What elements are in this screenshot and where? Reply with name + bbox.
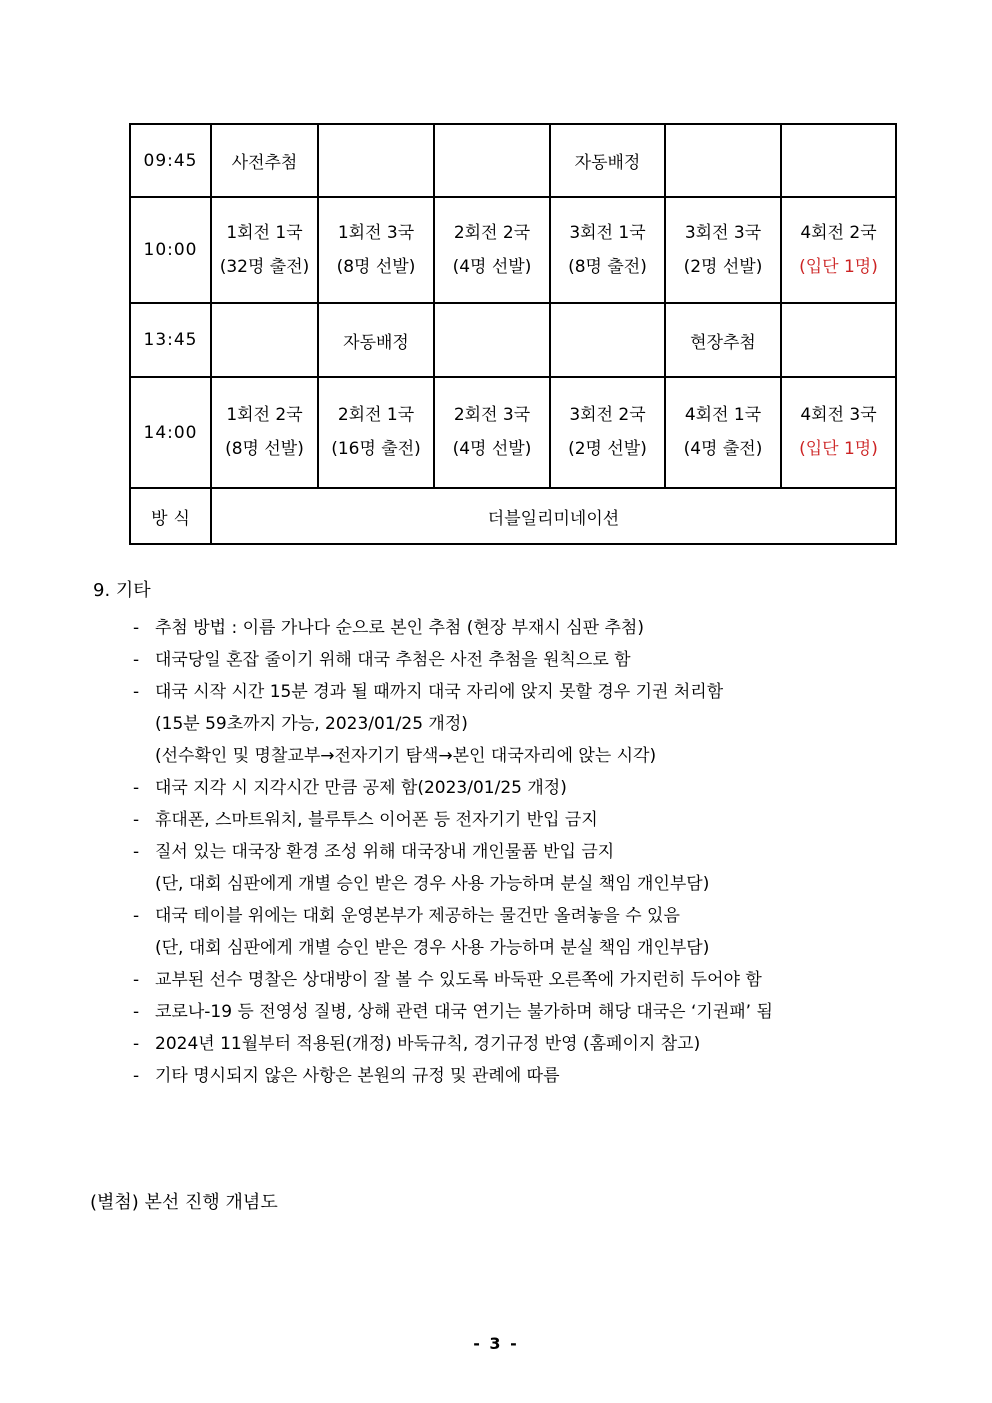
appendix-caption: (별첨) 본선 진행 개념도: [90, 1192, 278, 1213]
cell-text: 4회전 1국: [684, 405, 762, 426]
table-cell: [550, 303, 665, 377]
method-value-cell: [211, 488, 896, 544]
note-line: [133, 804, 943, 836]
note-line: [133, 612, 943, 644]
cell-text: 현장추첨: [690, 332, 756, 353]
note-text: 코로나-19 등 전영성 질병, 상해 관련 대국 연기는 불가하며 해당 대국은 ‘기권패’ 됨: [155, 1002, 773, 1022]
note-text: 대국 테이블 위에는 대회 운영본부가 제공하는 물건만 올려놓을 수 있음: [155, 906, 680, 926]
cell-subtext: (4명 출전): [683, 439, 763, 459]
table-cell: [665, 303, 781, 377]
table-cell: [781, 124, 896, 197]
note-text: 대국당일 혼잡 줄이기 위해 대국 추첨은 사전 추첨을 원칙으로 함: [155, 650, 631, 670]
table-row-1345: [130, 303, 896, 377]
note-line: [133, 836, 943, 868]
bullet-dash: -: [133, 906, 140, 926]
note-text: 대국 지각 시 지각시간 만큼 공제 함(2023/01/25 개정): [155, 778, 567, 798]
note-text: 교부된 선수 명찰은 상대방이 잘 볼 수 있도록 바둑판 오른쪽에 가지런히 두어야 함: [155, 970, 762, 990]
table-row-0945: [130, 124, 896, 197]
note-line-continuation: [133, 932, 943, 964]
cell-text: 3회전 3국: [684, 222, 762, 243]
table-cell: [781, 303, 896, 377]
table-cell: [434, 124, 550, 197]
table-cell: [665, 124, 781, 197]
table-cell: [434, 303, 550, 377]
note-text: (단, 대회 심판에게 개별 승인 받은 경우 사용 가능하며 분실 책임 개인부담): [155, 938, 710, 958]
cell-text: 자동배정: [343, 332, 409, 353]
cell-subtext-highlight: (입단 1명): [799, 439, 878, 459]
bullet-dash: -: [133, 1002, 140, 1022]
note-text: 추첨 방법 : 이름 가나다 순으로 본인 추첨 (현장 부재시 심판 추첨): [155, 618, 644, 638]
note-text: (15분 59초까지 가능, 2023/01/25 개정): [155, 714, 468, 734]
note-line: [133, 1028, 943, 1060]
cell-subtext-highlight: (입단 1명): [799, 256, 878, 277]
table-cell: [665, 377, 781, 488]
bullet-dash: -: [133, 1034, 140, 1054]
schedule-table: [129, 123, 897, 545]
cell-subtext: (2명 선발): [683, 256, 763, 277]
cell-subtext: (4명 선발): [452, 439, 532, 459]
cell-text: 2회전 3국: [453, 405, 531, 426]
note-list: [133, 612, 943, 1092]
time-cell: 10:00: [130, 197, 211, 303]
cell-text: 1회전 3국: [337, 222, 415, 243]
time-cell: 09:45: [130, 124, 211, 197]
cell-subtext: (8명 선발): [336, 256, 416, 277]
note-line: [133, 900, 943, 932]
table-cell: [665, 197, 781, 303]
note-text: 기타 명시되지 않은 사항은 본원의 규정 및 관례에 따름: [155, 1066, 560, 1086]
table-row-1000: [130, 197, 896, 303]
time-cell: 13:45: [130, 303, 211, 377]
cell-text: 2회전 1국: [337, 405, 415, 426]
method-label-cell: 방식: [130, 488, 211, 544]
table-cell: [211, 197, 318, 303]
bullet-dash: -: [133, 682, 140, 702]
table-cell: [550, 377, 665, 488]
note-line: [133, 1060, 943, 1092]
cell-text: 사전추첨: [231, 153, 298, 173]
bullet-dash: -: [133, 618, 140, 638]
bullet-dash: -: [133, 1066, 140, 1086]
table-cell: [550, 197, 665, 303]
bullet-dash: -: [133, 842, 140, 862]
bullet-dash: -: [133, 650, 140, 670]
cell-subtext: (4명 선발): [452, 256, 532, 277]
table-cell: [211, 377, 318, 488]
note-text: 휴대폰, 스마트워치, 블루투스 이어폰 등 전자기기 반입 금지: [155, 810, 598, 830]
time-cell: 14:00: [130, 377, 211, 488]
note-line: [133, 644, 943, 676]
note-line: [133, 676, 943, 708]
cell-text: 더블일리미네이션: [487, 508, 620, 529]
cell-subtext: (2명 선발): [568, 439, 647, 459]
table-cell: [434, 197, 550, 303]
cell-text: 자동배정: [574, 153, 641, 173]
cell-text: 4회전 3국: [800, 405, 877, 426]
table-cell: [318, 377, 434, 488]
cell-text: 1회전 1국: [226, 222, 303, 243]
cell-text: 4회전 2국: [800, 222, 877, 243]
note-text: 대국 시작 시간 15분 경과 될 때까지 대국 자리에 앉지 못할 경우 기권 처리함: [155, 682, 724, 702]
table-cell: [318, 124, 434, 197]
cell-text: 3회전 2국: [569, 405, 646, 426]
table-row-1400: [130, 377, 896, 488]
note-line-continuation: [133, 868, 943, 900]
table-cell: [550, 124, 665, 197]
cell-subtext: (32명 출전): [219, 256, 310, 277]
note-line-continuation: [133, 708, 943, 740]
table-cell: [434, 377, 550, 488]
cell-subtext: (8명 선발): [225, 439, 304, 459]
table-cell-final-game: [781, 197, 896, 303]
section-number: 9.: [93, 580, 111, 601]
bullet-spacer: [133, 868, 155, 900]
note-line-continuation: [133, 740, 943, 772]
table-cell: [211, 124, 318, 197]
note-line: [133, 772, 943, 804]
table-cell-final-game: [781, 377, 896, 488]
notes-section: [93, 578, 943, 1092]
note-line: [133, 996, 943, 1028]
table-cell: [318, 303, 434, 377]
table-cell: [211, 303, 318, 377]
bullet-spacer: [133, 932, 155, 964]
table-row-method: [130, 488, 896, 544]
section-title-text: 기타: [115, 580, 151, 601]
cell-subtext: (16명 출전): [331, 439, 421, 459]
cell-text: 3회전 1국: [569, 222, 646, 243]
note-line: [133, 964, 943, 996]
cell-subtext: (8명 출전): [568, 256, 647, 277]
page-number: - 3 -: [473, 1334, 519, 1353]
bullet-dash: -: [133, 778, 140, 798]
section-title: [93, 578, 943, 604]
bullet-spacer: [133, 740, 155, 772]
note-text: (단, 대회 심판에게 개별 승인 받은 경우 사용 가능하며 분실 책임 개인부담): [155, 874, 710, 894]
bullet-dash: -: [133, 970, 140, 990]
note-text: (선수확인 및 명찰교부→전자기기 탐색→본인 대국자리에 앉는 시각): [155, 746, 657, 766]
bullet-dash: -: [133, 810, 140, 830]
cell-text: 2회전 2국: [453, 222, 531, 243]
note-text: 질서 있는 대국장 환경 조성 위해 대국장내 개인물품 반입 금지: [155, 842, 615, 862]
bullet-spacer: [133, 708, 155, 740]
cell-text: 1회전 2국: [226, 405, 303, 426]
table-cell: [318, 197, 434, 303]
note-text: 2024년 11월부터 적용된(개정) 바둑규칙, 경기규정 반영 (홈페이지 참고): [155, 1034, 701, 1054]
